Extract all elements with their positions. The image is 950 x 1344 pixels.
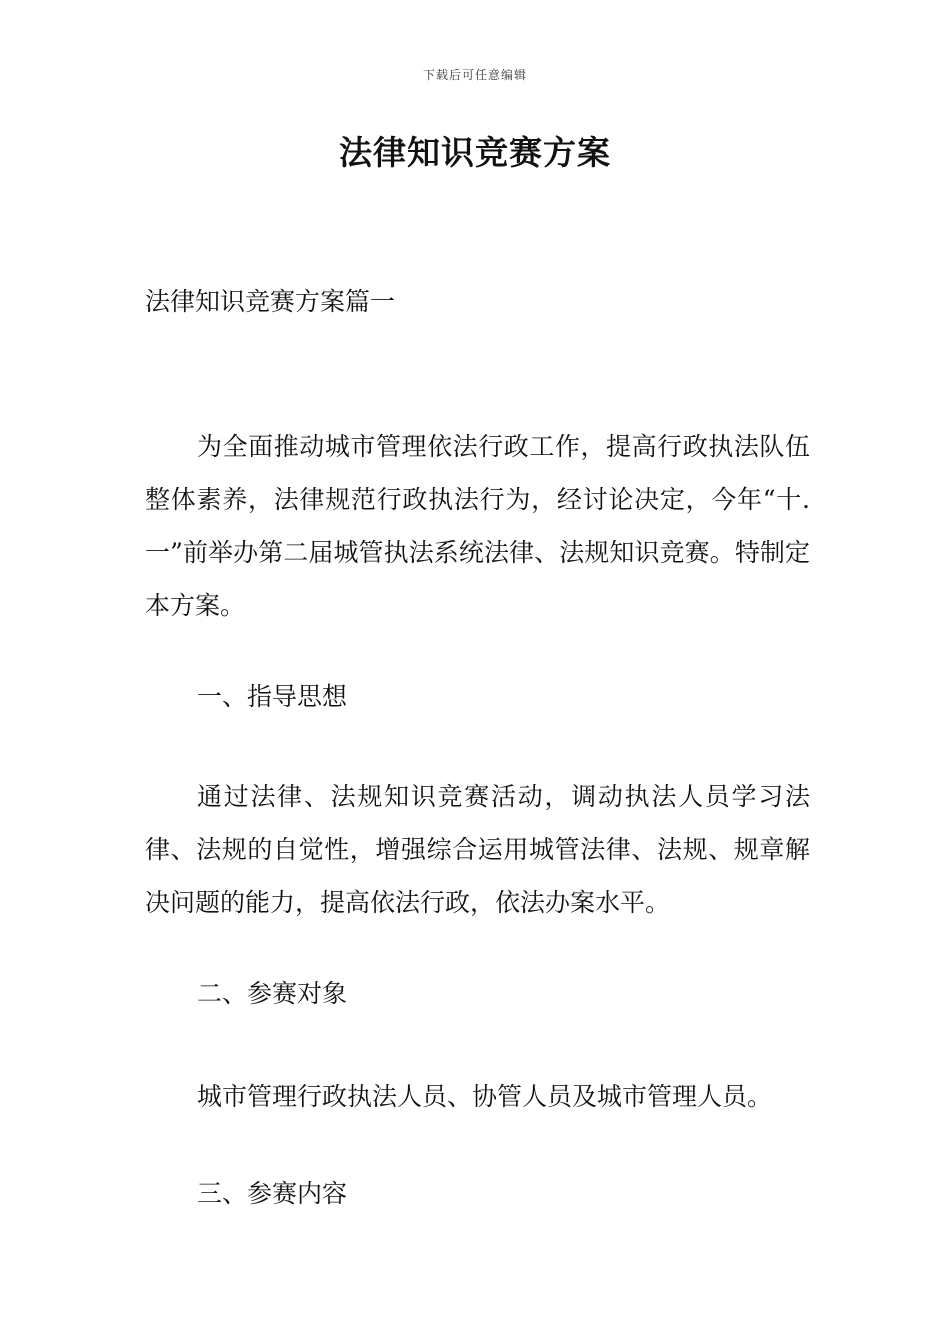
header-note: 下载后可任意编辑 <box>422 68 527 82</box>
intro-paragraph: 为全面推动城市管理依法行政工作，提高行政执法队伍整体素养，法律规范行政执法行为，经讨论决定，今年“十. 一”前举办第二届城管执法系统法律、法规知识竞赛。特制定本方案。 <box>145 432 810 620</box>
section-heading-contest-content: 三、参赛内容 <box>197 1179 348 1208</box>
section-body-guiding-principle: 通过法律、法规知识竞赛活动，调动执法人员学习法律、法规的自觉性，增强综合运用城管法律、法规、规章解决问题的能力，提高依法行政，依法办案水平。 <box>145 782 810 917</box>
section-heading-guiding-principle: 一、指导思想 <box>197 682 348 711</box>
section-heading-participants: 二、参赛对象 <box>197 979 348 1008</box>
document-subtitle: 法律知识竞赛方案篇一 <box>145 287 396 316</box>
document-title: 法律知识竞赛方案 <box>339 133 611 172</box>
section-body-participants: 城市管理行政执法人员、协管人员及城市管理人员。 <box>197 1082 773 1111</box>
